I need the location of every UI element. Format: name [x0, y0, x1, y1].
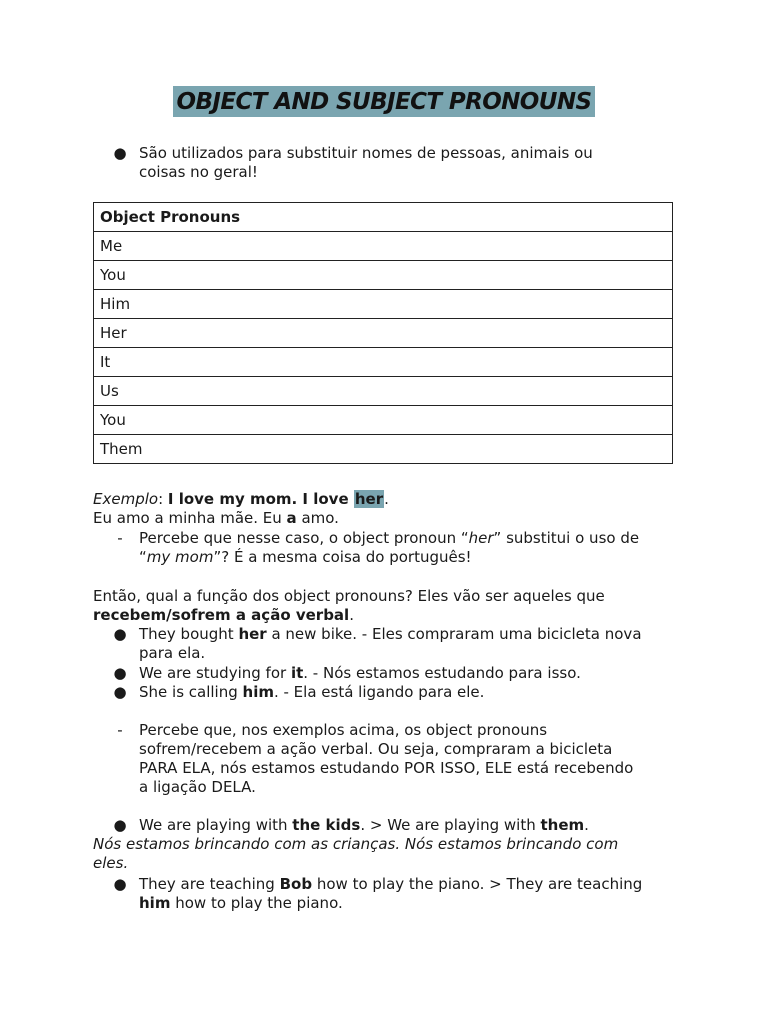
object-pronouns-table	[93, 202, 673, 464]
intro-bullet-line-1: São utilizados para substituir nomes de pessoas, animais ou	[139, 144, 593, 162]
example-sentence: I love my mom. I love	[167, 490, 354, 508]
function-end: .	[349, 606, 354, 624]
kids-translation-1: Nós estamos brincando com as crianças. Nós estamos brincando com	[93, 835, 619, 853]
explanation-line-1: Percebe que, nos exemplos acima, os object pronouns	[139, 721, 548, 739]
table-row	[94, 435, 673, 464]
table-row	[94, 377, 673, 406]
bullet-text: . - Ela está ligando para ele.	[273, 683, 485, 701]
kids-bullet	[139, 816, 589, 835]
bullet-icon: ●	[113, 816, 127, 834]
note-text: ” substitui o uso de	[493, 529, 640, 547]
bullet-text: a new bike. - Eles compraram uma bicicleta nova	[266, 625, 642, 643]
bullet-text: They bought	[139, 625, 239, 643]
bullet-bold: it	[290, 664, 304, 682]
bullet-text: . > We are playing with	[360, 816, 541, 834]
bullet-bold: him	[242, 683, 274, 701]
function-line-1: Então, qual a função dos object pronouns? Eles vão ser aqueles que	[93, 587, 605, 605]
function-bullet-1	[139, 625, 642, 644]
explanation-line-3: PARA ELA, nós estamos estudando POR ISSO, ELE está recebendo	[139, 759, 634, 777]
translation-bold: a	[286, 509, 297, 527]
table-row	[94, 261, 673, 290]
bullet-text: We are playing with	[139, 816, 293, 834]
function-line-2	[93, 606, 354, 625]
table-cell: It	[94, 348, 673, 377]
note-text: Percebe que nesse caso, o object pronoun “	[139, 529, 469, 547]
bullet-icon: ●	[113, 625, 127, 643]
explanation-line-2: sofrem/recebem a ação verbal. Ou seja, compraram a bicicleta	[139, 740, 613, 758]
bullet-text: We are studying for	[139, 664, 291, 682]
bob-bullet-line-1	[139, 875, 642, 894]
bullet-text: They are teaching	[139, 875, 280, 893]
bullet-text: She is calling	[139, 683, 243, 701]
table-cell: Us	[94, 377, 673, 406]
table-row	[94, 406, 673, 435]
table-cell: You	[94, 261, 673, 290]
bullet-bold: her	[238, 625, 267, 643]
bullet-text: . - Nós estamos estudando para isso.	[303, 664, 581, 682]
intro-bullet-line-2: coisas no geral!	[139, 163, 258, 181]
example-translation	[93, 509, 339, 528]
dash-marker: -	[117, 529, 123, 547]
function-bullet-2	[139, 664, 581, 683]
bob-bullet-line-2	[139, 894, 343, 913]
bullet-bold: Bob	[279, 875, 313, 893]
table-cell: Him	[94, 290, 673, 319]
note-em: her	[468, 529, 494, 547]
table-header: Object Pronouns	[94, 203, 673, 232]
example-line: Exemplo: I love my mom. I love her.	[93, 490, 389, 508]
translation-text: Eu amo a minha mãe. Eu	[93, 509, 287, 527]
function-bullet-1-cont: para ela.	[139, 644, 206, 662]
kids-translation-2: eles.	[93, 854, 129, 872]
table-header-row	[94, 203, 673, 232]
table-cell: Me	[94, 232, 673, 261]
function-bold: recebem/sofrem a ação verbal	[93, 606, 350, 624]
bullet-text: how to play the piano. > They are teaching	[312, 875, 643, 893]
table-cell: Her	[94, 319, 673, 348]
title-container	[0, 86, 768, 117]
bullet-text: how to play the piano.	[170, 894, 343, 912]
explanation-line-4: a ligação DELA.	[139, 778, 256, 796]
table-cell: You	[94, 406, 673, 435]
bullet-bold: the kids	[292, 816, 361, 834]
example-note-line-2	[139, 548, 472, 567]
table-row	[94, 348, 673, 377]
function-bullet-3	[139, 683, 484, 702]
page-title: OBJECT AND SUBJECT PRONOUNS	[173, 86, 596, 117]
bullet-bold: them	[540, 816, 585, 834]
table-row	[94, 290, 673, 319]
bullet-text: .	[584, 816, 589, 834]
table-cell: Them	[94, 435, 673, 464]
bullet-icon: ●	[113, 664, 127, 682]
highlighted-pronoun: her	[354, 490, 384, 508]
translation-end: amo.	[296, 509, 339, 527]
bullet-bold: him	[139, 894, 171, 912]
bullet-icon: ●	[113, 875, 127, 893]
table-row	[94, 232, 673, 261]
bullet-icon: ●	[113, 144, 127, 162]
dash-marker: -	[117, 721, 123, 739]
note-text: ”? É a mesma coisa do português!	[213, 548, 472, 566]
table-row	[94, 319, 673, 348]
example-label: Exemplo	[93, 490, 159, 508]
note-text: “	[139, 548, 147, 566]
bullet-icon: ●	[113, 683, 127, 701]
example-note-line-1	[139, 529, 639, 548]
note-em: my mom	[146, 548, 214, 566]
